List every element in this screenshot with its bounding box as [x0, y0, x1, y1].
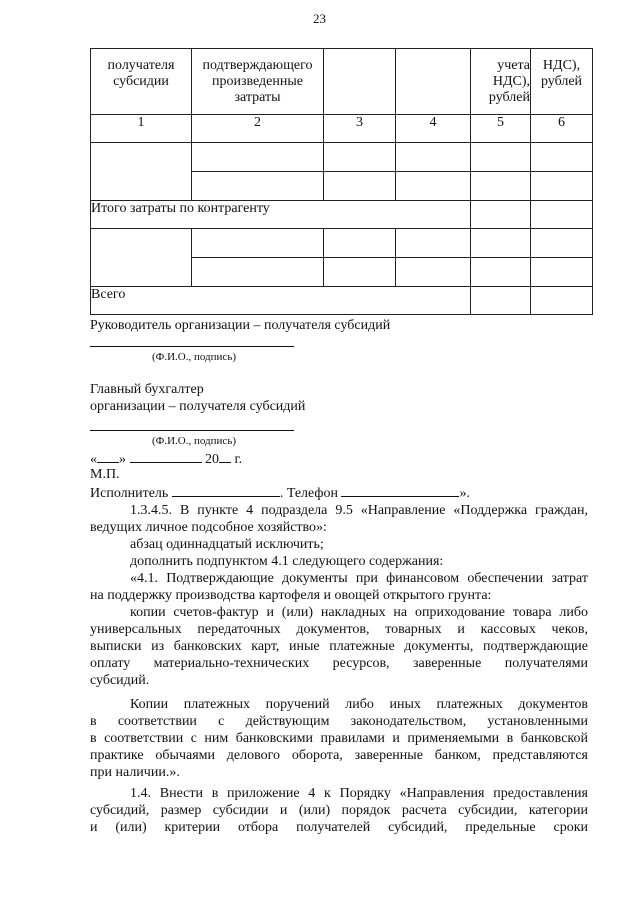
amendment-text [90, 502, 588, 836]
header-col5-line: учета [497, 58, 530, 73]
table-cell [91, 229, 192, 287]
header-col6-line: рублей [540, 74, 583, 89]
phone-label: . Телефон [279, 486, 338, 501]
header-col5-line: НДС), [492, 74, 530, 89]
paragraph-line: субсидий. [90, 673, 150, 688]
table-cell [471, 258, 531, 287]
paragraph-line: универсальных передаточных документов, товарных и кассовых чеков, [90, 622, 588, 637]
paragraph-line: Копии платежных поручений либо иных платежных документов [130, 697, 588, 712]
phone-end: ». [459, 486, 470, 501]
table-cell [192, 229, 324, 258]
header-col2-line: затраты [234, 90, 281, 105]
table-cell [471, 172, 531, 201]
stamp-place: М.П. [90, 467, 120, 482]
paragraph-line: и (или) критерии отбора получателей субсидий, предельные сроки [90, 820, 588, 835]
table-cell [324, 143, 396, 172]
table-cell [192, 143, 324, 172]
executor-label: Исполнитель [90, 486, 169, 501]
table-cell [396, 143, 471, 172]
head-fio-caption: (Ф.И.О., подпись) [152, 351, 236, 363]
paragraph-line: выписки из банковских карт, иные платежные документы, подтверждающие [90, 639, 588, 654]
header-col2-line: произведенные [211, 74, 303, 89]
header-col6-line: НДС), [542, 58, 581, 73]
table-cell [192, 258, 324, 287]
header-col2-line: подтверждающего [202, 58, 313, 73]
table-cell [531, 287, 593, 315]
paragraph-line: оплату материально-технических ресурсов, заверенные получателями [90, 656, 588, 671]
paragraph-line: на поддержку производства картофеля и овощей открытого грунта: [90, 588, 492, 603]
table-cell [531, 229, 593, 258]
header-col1 [91, 49, 192, 115]
paragraph-line: 1.3.4.5. В пункте 4 подраздела 9.5 «Направление «Поддержка граждан, [130, 503, 588, 518]
table-cell [531, 201, 593, 229]
paragraph-line: «4.1. Подтверждающие документы при финансовом обеспечении затрат [130, 571, 588, 586]
paragraph-line: субсидий, размер субсидии и (или) порядок расчета субсидии, категории [90, 803, 588, 818]
table-cell [324, 229, 396, 258]
subtotal-row [91, 201, 593, 229]
paragraph-line: в соответствии с действующим законодательством, установленными [90, 714, 588, 729]
table-cell [396, 229, 471, 258]
col-number: 6 [531, 115, 593, 143]
col-number: 2 [192, 115, 324, 143]
col-number: 4 [396, 115, 471, 143]
expenses-table [90, 48, 593, 315]
total-label: Всего [91, 287, 471, 315]
table-cell [531, 172, 593, 201]
table-cell [471, 287, 531, 315]
paragraph-line: в соответствии с ним банковскими правилами и применяемыми в банковской [90, 731, 588, 746]
paragraph-line: абзац одиннадцатый исключить; [130, 537, 324, 552]
accountant-fio-caption: (Ф.И.О., подпись) [152, 435, 236, 447]
month-blank [130, 450, 202, 463]
table-cell [471, 201, 531, 229]
accountant-title-line1: Главный бухгалтер [90, 382, 204, 397]
col-number: 5 [471, 115, 531, 143]
table-cell [324, 172, 396, 201]
accountant-title-line2: организации – получателя субсидий [90, 399, 306, 414]
table-cell [396, 172, 471, 201]
year-blank [219, 450, 231, 463]
table-row [91, 143, 593, 172]
accountant-signature-line [90, 430, 294, 431]
header-col1-line: субсидии [113, 74, 169, 89]
date-open-quote: « [90, 452, 97, 467]
table-cell [531, 258, 593, 287]
day-blank [97, 450, 119, 463]
paragraph-line: дополнить подпунктом 4.1 следующего содержания: [130, 554, 444, 569]
table-cell [471, 229, 531, 258]
header-col2 [192, 49, 324, 115]
date-close-quote: » [119, 452, 126, 467]
table-cell [91, 143, 192, 201]
col-number: 1 [91, 115, 192, 143]
table-cell [396, 258, 471, 287]
executor-blank [172, 484, 280, 497]
table-cell [324, 258, 396, 287]
table-cell [192, 172, 324, 201]
date-year: 20 [205, 452, 219, 467]
header-col5 [471, 49, 531, 115]
paragraph-line: практике обычаями делового оборота, заверенные банком, представляются [90, 748, 588, 763]
table-number-row [91, 115, 593, 143]
table-row [91, 229, 593, 258]
total-row [91, 287, 593, 315]
table-header-row [91, 49, 593, 115]
date-line [90, 450, 242, 468]
subtotal-label: Итого затраты по контрагенту [91, 201, 471, 229]
head-signature-line [90, 346, 294, 347]
header-col4 [396, 49, 471, 115]
table-cell [471, 143, 531, 172]
paragraph-line: ведущих личное подсобное хозяйство»: [90, 520, 327, 535]
executor-line [90, 484, 470, 502]
header-col1-line: получателя [107, 58, 175, 73]
paragraph-line: при наличии.». [90, 765, 180, 780]
paragraph-line: 1.4. Внести в приложение 4 к Порядку «Направления предоставления [130, 786, 588, 801]
page-number: 23 [313, 11, 326, 26]
phone-blank [341, 484, 459, 497]
head-title: Руководитель организации – получателя субсидий [90, 318, 391, 333]
col-number: 3 [324, 115, 396, 143]
header-col5-line: рублей [488, 90, 530, 105]
paragraph-line: копии счетов-фактур и (или) накладных на оприходование товара либо [130, 605, 588, 620]
table-cell [531, 143, 593, 172]
header-col6 [531, 49, 593, 115]
header-col3 [324, 49, 396, 115]
date-suffix: г. [234, 452, 243, 467]
